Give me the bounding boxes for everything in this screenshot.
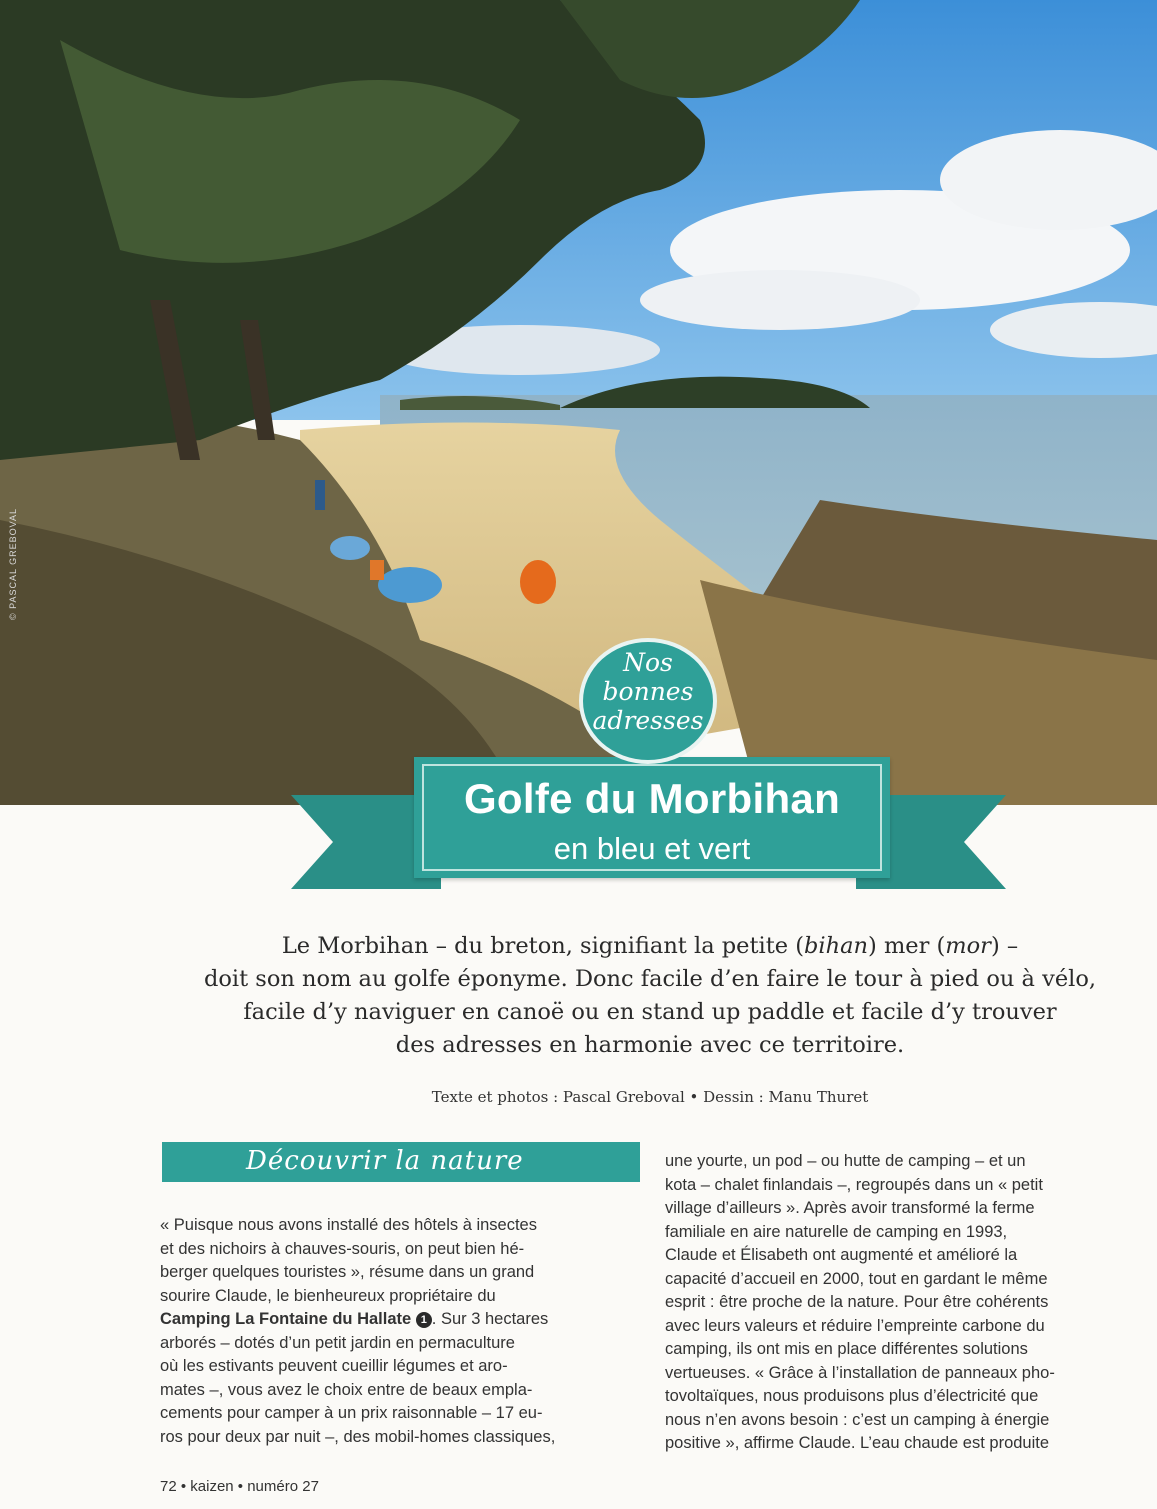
intro-line-4: des adresses en harmonie avec ce territoire. bbox=[395, 1032, 905, 1058]
photo-credit: © PASCAL GREBOVAL bbox=[8, 508, 18, 620]
badge-line-3: adresses bbox=[592, 706, 704, 735]
text-line: mates –, vous avez le choix entre de beaux empla- bbox=[160, 1380, 533, 1399]
text-line: cements pour camper à un prix raisonnable – 17 eu- bbox=[160, 1404, 543, 1422]
page-footer: 72 • kaizen • numéro 27 bbox=[160, 1478, 319, 1495]
text-line: « Puisque nous avons installé des hôtels à insectes bbox=[160, 1216, 537, 1234]
badge-line-1: Nos bbox=[623, 648, 673, 677]
text-line: arborés – dotés d’un petit jardin en permaculture bbox=[160, 1333, 515, 1352]
text-line: esprit : être proche de la nature. Pour être cohérents bbox=[665, 1293, 1049, 1311]
intro-word-mor: mor bbox=[945, 933, 991, 959]
text-line: familiale en aire naturelle de camping en 1993, bbox=[665, 1222, 1008, 1241]
text-line: kota – chalet finlandais –, regroupés dans un « petit bbox=[665, 1175, 1043, 1194]
text-line: ros pour deux par nuit –, des mobil-homes classiques, bbox=[160, 1427, 556, 1446]
article-title: Golfe du Morbihan bbox=[463, 775, 841, 822]
intro-paragraph bbox=[150, 930, 1150, 1062]
text-line: capacité d’accueil en 2000, tout en gardant le même bbox=[665, 1269, 1048, 1288]
text-line bbox=[160, 1308, 630, 1332]
text-line: camping, ils ont mis en place différentes solutions bbox=[665, 1340, 1028, 1358]
text-line: avec leurs valeurs et réduire l’empreinte carbone du bbox=[665, 1316, 1045, 1335]
text-line: et des nichoirs à chauves-souris, on peut bien hé- bbox=[160, 1239, 525, 1258]
section-header bbox=[162, 1142, 640, 1182]
text-line: où les estivants peuvent cueillir légumes et aro- bbox=[160, 1357, 508, 1375]
text-line: tovoltaïques, nous produisons plus d’électricité que bbox=[665, 1387, 1039, 1405]
address-number-badge: 1 bbox=[416, 1312, 432, 1328]
intro-line-1e: ) – bbox=[990, 933, 1019, 959]
intro-line-2: doit son nom au golfe éponyme. Donc facile d’en faire le tour à pied ou à vélo, bbox=[203, 966, 1097, 992]
text-line: berger quelques touristes », résume dans un grand bbox=[160, 1263, 535, 1281]
intro-word-bihan: bihan bbox=[804, 933, 869, 959]
text-line: village d’ailleurs ». Après avoir transformé la ferme bbox=[665, 1199, 1035, 1217]
column-right bbox=[665, 1150, 1135, 1456]
article-credits: Texte et photos : Pascal Greboval • Dessin : Manu Thuret bbox=[431, 1088, 869, 1106]
text-line: nous n’en avons besoin : c’est un camping à énergie bbox=[665, 1410, 1050, 1429]
camping-name: Camping La Fontaine du Hallate bbox=[160, 1310, 412, 1328]
text-line: positive », affirme Claude. L’eau chaude est produite bbox=[665, 1434, 1050, 1452]
text-line: sourire Claude, le bienheureux propriétaire du bbox=[160, 1286, 496, 1305]
text-line: Claude et Élisabeth ont augmenté et amélioré la bbox=[665, 1246, 1018, 1264]
section-title: Découvrir la nature bbox=[246, 1146, 524, 1176]
text-line-rest: . Sur 3 hectares bbox=[431, 1310, 549, 1328]
intro-line-3: facile d’y naviguer en canoë ou en stand up paddle et facile d’y trouver bbox=[243, 999, 1057, 1025]
title-ribbon bbox=[414, 757, 890, 878]
article-subtitle: en bleu et vert bbox=[553, 831, 751, 866]
intro-line-1 bbox=[150, 930, 1150, 963]
text-line: une yourte, un pod – ou hutte de camping – et un bbox=[665, 1152, 1026, 1170]
text-line: vertueuses. « Grâce à l’installation de panneaux pho- bbox=[665, 1363, 1055, 1382]
column-left bbox=[160, 1214, 630, 1449]
rubric-badge bbox=[579, 638, 717, 764]
badge-line-2: bonnes bbox=[602, 677, 694, 706]
intro-line-1a: Le Morbihan – du breton, signifiant la petite ( bbox=[281, 933, 805, 959]
intro-line-1c: ) mer ( bbox=[868, 933, 946, 959]
